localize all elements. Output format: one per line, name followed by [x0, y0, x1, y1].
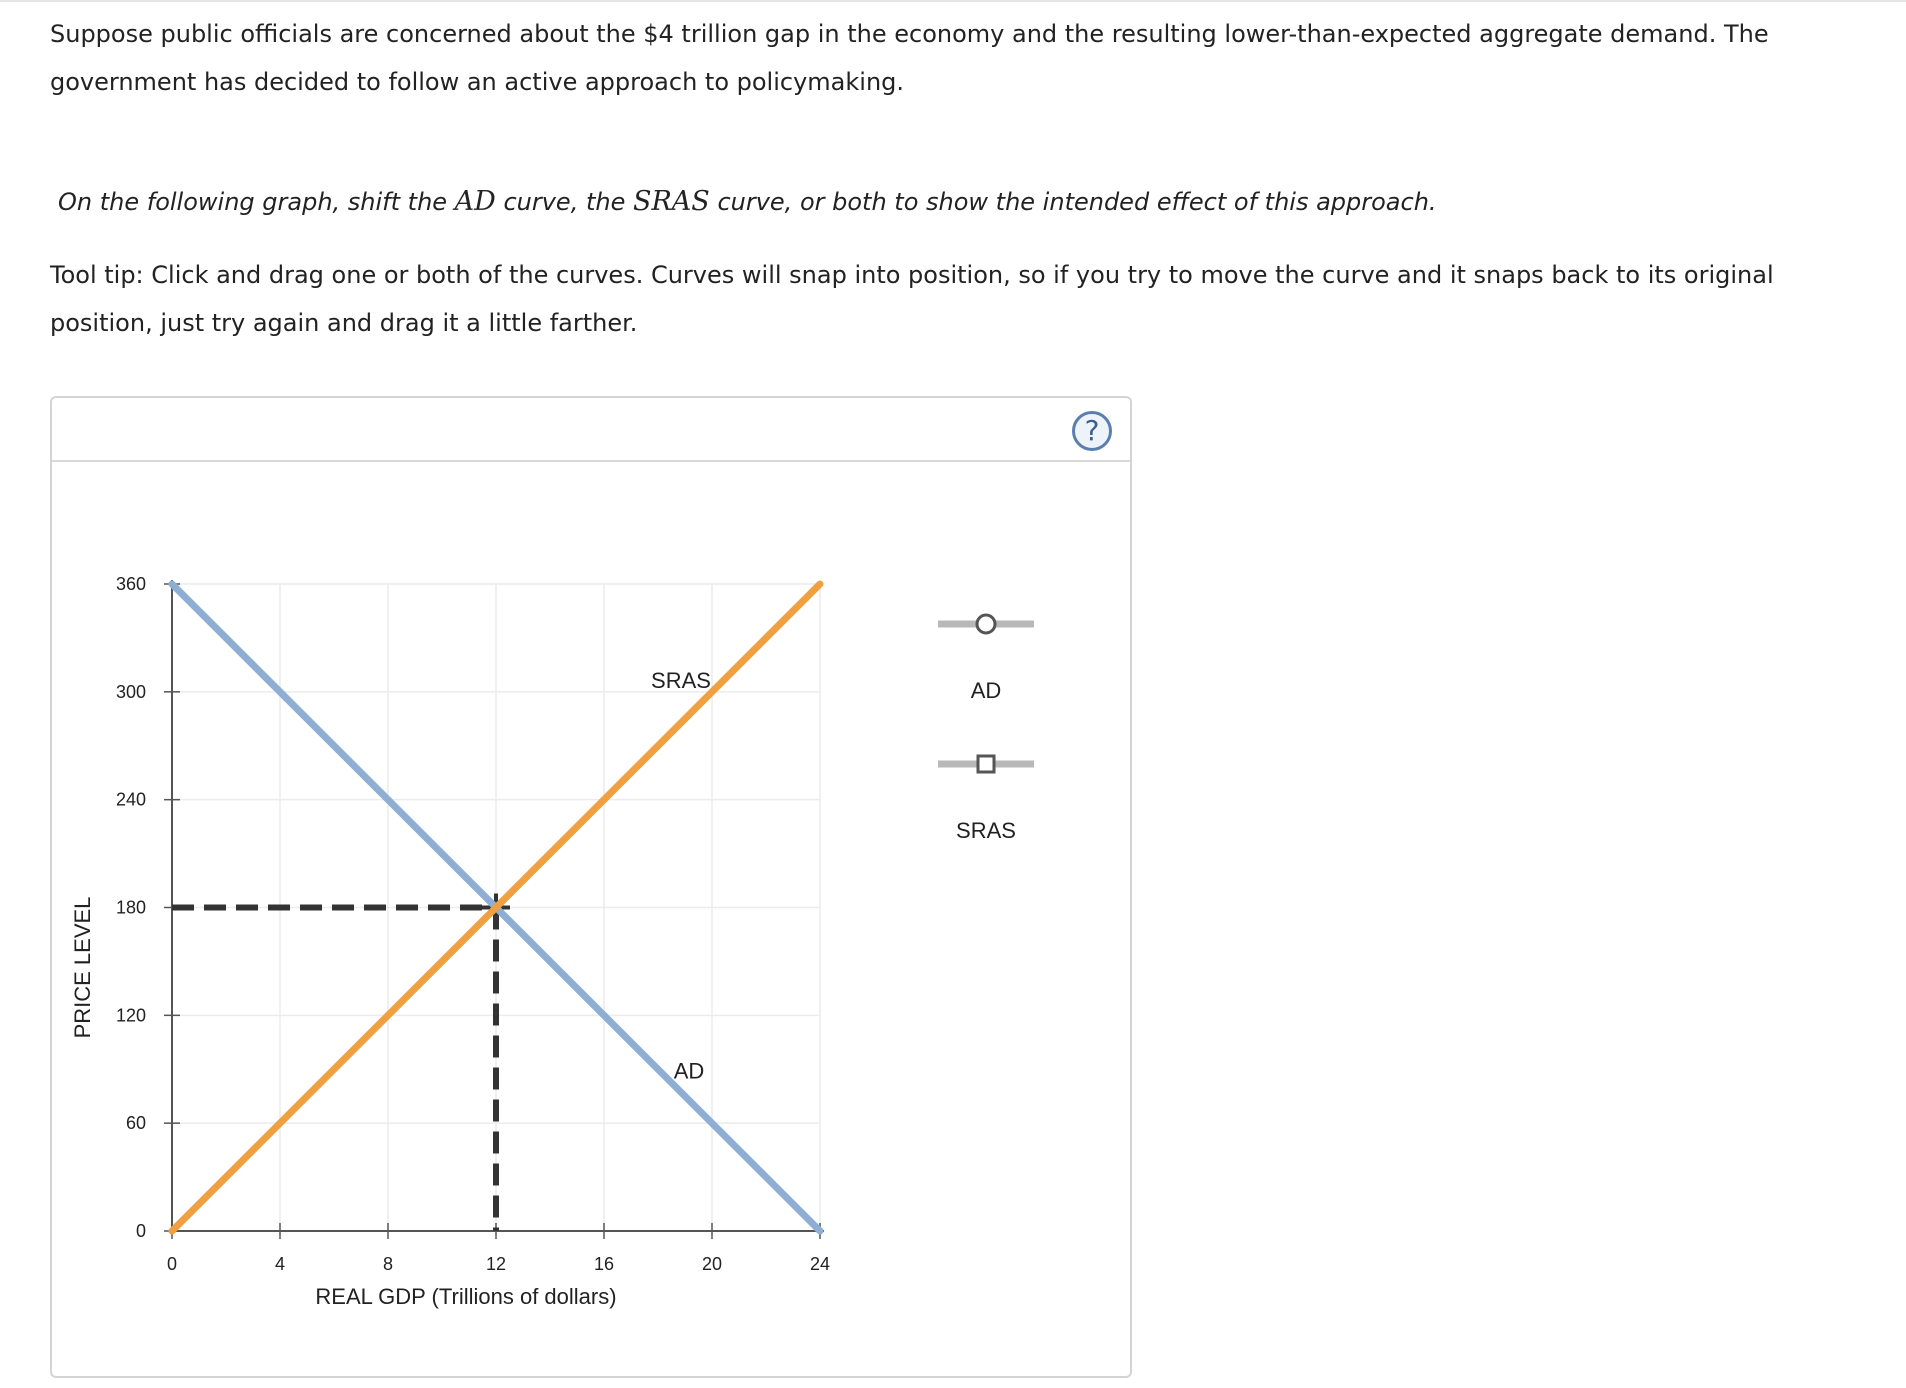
legend-sras-label: SRAS [956, 818, 1016, 843]
legend-sras-tool[interactable] [938, 756, 1034, 843]
y-tick-label: 240 [115, 789, 146, 810]
instruction-ad-term: AD [454, 186, 496, 217]
x-axis-title: REAL GDP (Trillions of dollars) [315, 1284, 617, 1309]
y-tick-label: 180 [115, 897, 146, 918]
y-tick-label: 300 [115, 681, 146, 702]
x-tick-label: 16 [593, 1254, 615, 1274]
x-tick-label: 20 [701, 1254, 723, 1274]
x-tick-label: 4 [274, 1254, 286, 1274]
y-tick-label: 0 [135, 1221, 146, 1241]
legend-ad-tool[interactable] [938, 615, 1034, 703]
instruction-part-1: On the following graph, shift the [58, 188, 455, 216]
y-tick-label: 60 [125, 1113, 146, 1134]
problem-intro-text: Suppose public officials are concerned about the $4 trillion gap in the economy and the resulting lower-than-expected aggregate demand. The government has decided to follow an active approach to policymaking. [50, 20, 1769, 96]
legend-ad-circle-icon [977, 615, 995, 633]
labels [70, 668, 711, 1309]
instruction-text [58, 178, 1848, 226]
legend-ad-label: AD [970, 678, 1002, 703]
help-icon[interactable]: ? [1072, 411, 1112, 451]
instruction-sras-term: SRAS [632, 186, 710, 217]
y-axis-title: PRICE LEVEL [70, 896, 95, 1039]
graph-panel [50, 396, 1132, 1378]
instruction-part-2: curve, the [495, 188, 633, 216]
x-tick-label: 24 [809, 1254, 831, 1274]
ad-curve-label: AD [673, 1058, 705, 1084]
x-tick-label: 12 [485, 1254, 507, 1274]
y-tick-label: 120 [115, 1005, 146, 1026]
top-divider [0, 0, 1906, 2]
x-tick-label: 0 [166, 1254, 178, 1274]
instruction-part-3: curve, or both to show the intended effect of this approach. [709, 188, 1437, 216]
legend-sras-square-icon [978, 756, 994, 772]
y-tick-label: 360 [115, 574, 146, 594]
ad-sras-graph [52, 398, 1134, 1380]
x-tick-label: 8 [382, 1254, 394, 1274]
tool-tip-text: Tool tip: Click and drag one or both of the curves. Curves will snap into position, so if you try to move the curve and it snaps back to its original position, just try again and drag it a little farther. [50, 261, 1774, 337]
sras-curve-label: SRAS [651, 667, 711, 693]
